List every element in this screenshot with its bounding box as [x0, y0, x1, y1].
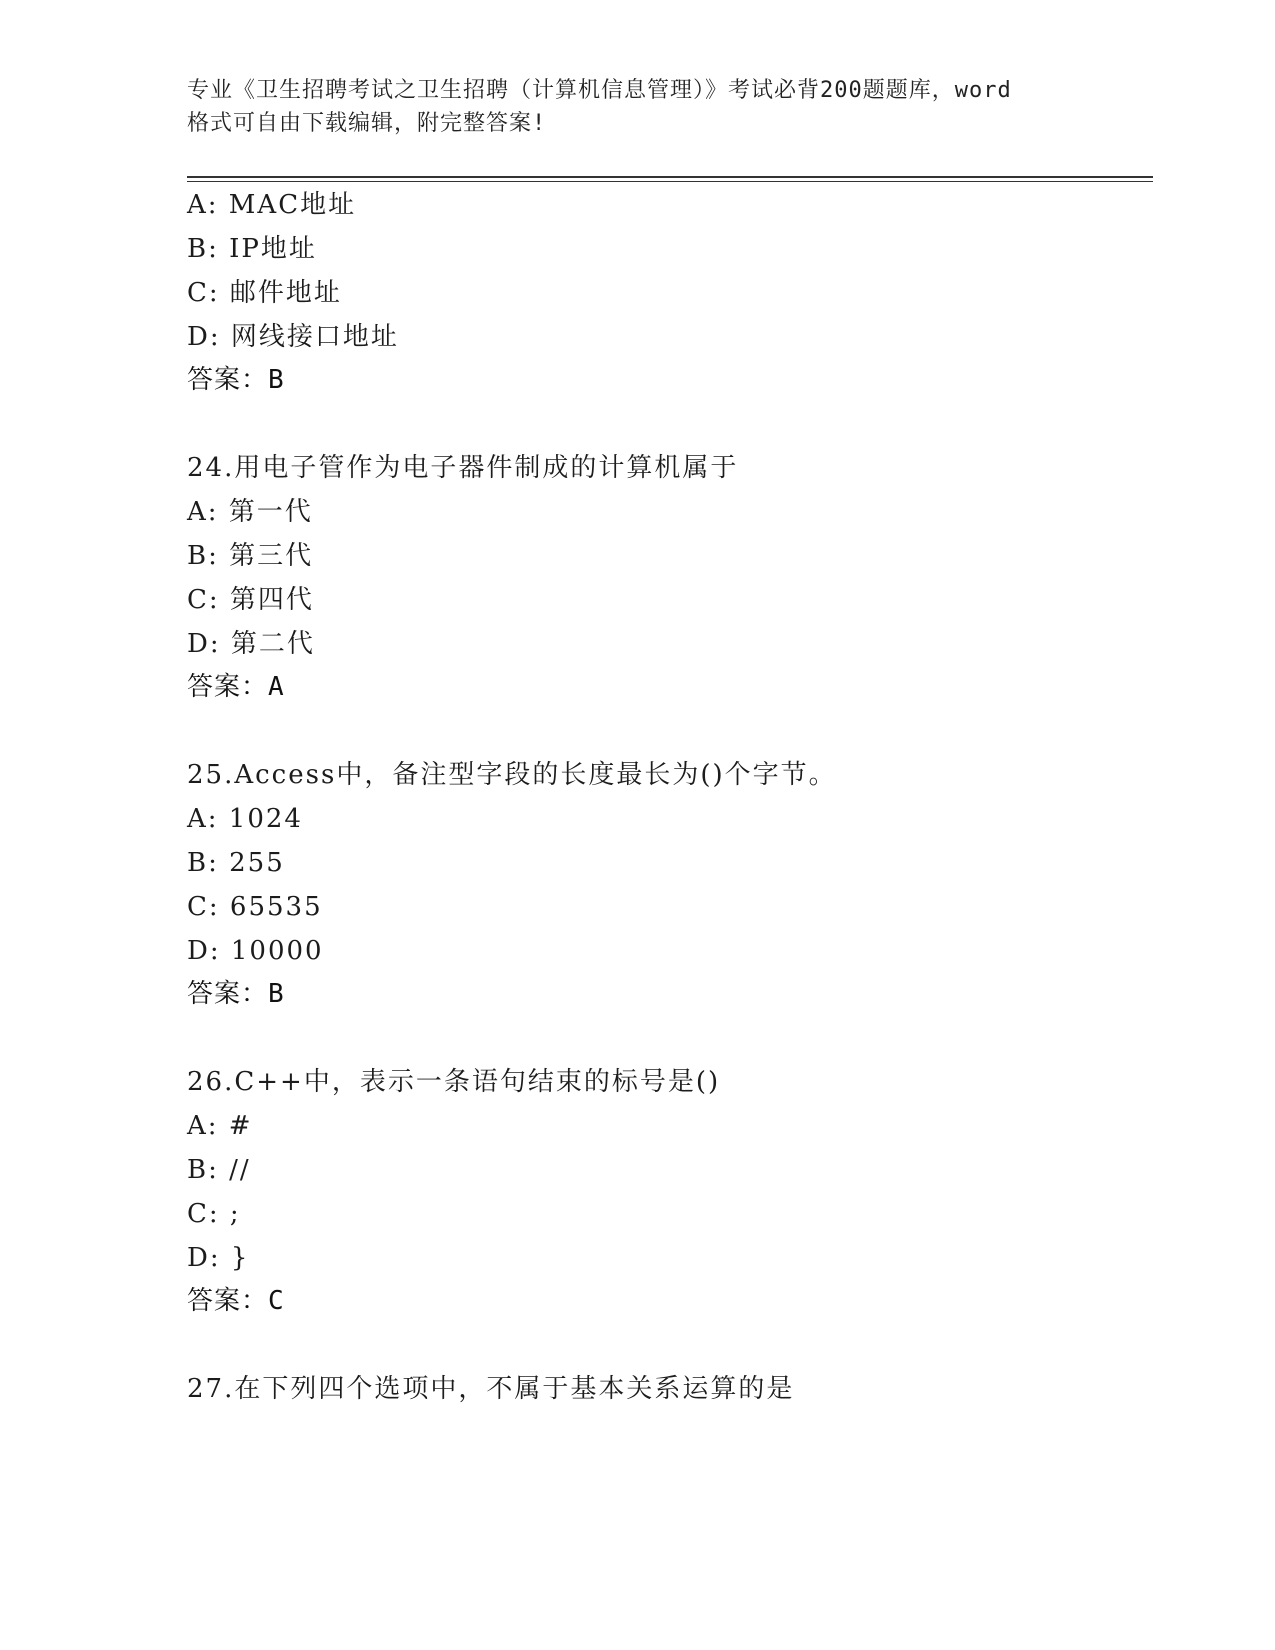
q26-option-b: B: // [187, 1155, 251, 1185]
q25-stem: 25.Access中，备注型字段的长度最长为()个字节。 [187, 760, 837, 790]
q23-option-b: B: IP地址 [187, 234, 317, 264]
q25-option-a: A: 1024 [187, 804, 303, 834]
q25-option-d: D: 10000 [187, 936, 324, 966]
q25-answer: 答案：B [187, 979, 285, 1009]
q26-option-a: A: # [187, 1111, 253, 1141]
header-line-1: 专业《卫生招聘考试之卫生招聘（计算机信息管理）》考试必背200题题库，word [187, 78, 1012, 103]
q27-stem: 27.在下列四个选项中，不属于基本关系运算的是 [187, 1374, 795, 1404]
q26-stem: 26.C++中，表示一条语句结束的标号是() [187, 1067, 721, 1097]
q23-option-d: D: 网线接口地址 [187, 322, 399, 352]
document-header [187, 74, 1087, 140]
q23-option-c: C: 邮件地址 [187, 278, 342, 308]
q25-option-b: B: 255 [187, 848, 285, 878]
q26-answer: 答案：C [187, 1286, 285, 1316]
header-divider-thick [187, 176, 1153, 178]
header-line-2: 格式可自由下载编辑，附完整答案! [187, 111, 547, 136]
q23-option-a: A: MAC地址 [187, 190, 357, 220]
q24-option-c: C: 第四代 [187, 585, 314, 615]
q23-answer: 答案：B [187, 365, 285, 395]
q25-option-c: C: 65535 [187, 892, 323, 922]
q24-stem: 24.用电子管作为电子器件制成的计算机属于 [187, 453, 739, 483]
q24-option-a: A: 第一代 [187, 497, 313, 527]
header-divider-thin [187, 181, 1153, 182]
q26-option-c: C: ; [187, 1199, 241, 1229]
q26-option-d: D: } [187, 1243, 250, 1273]
q24-answer: 答案：A [187, 672, 285, 702]
q24-option-b: B: 第三代 [187, 541, 314, 571]
q24-option-d: D: 第二代 [187, 629, 315, 659]
